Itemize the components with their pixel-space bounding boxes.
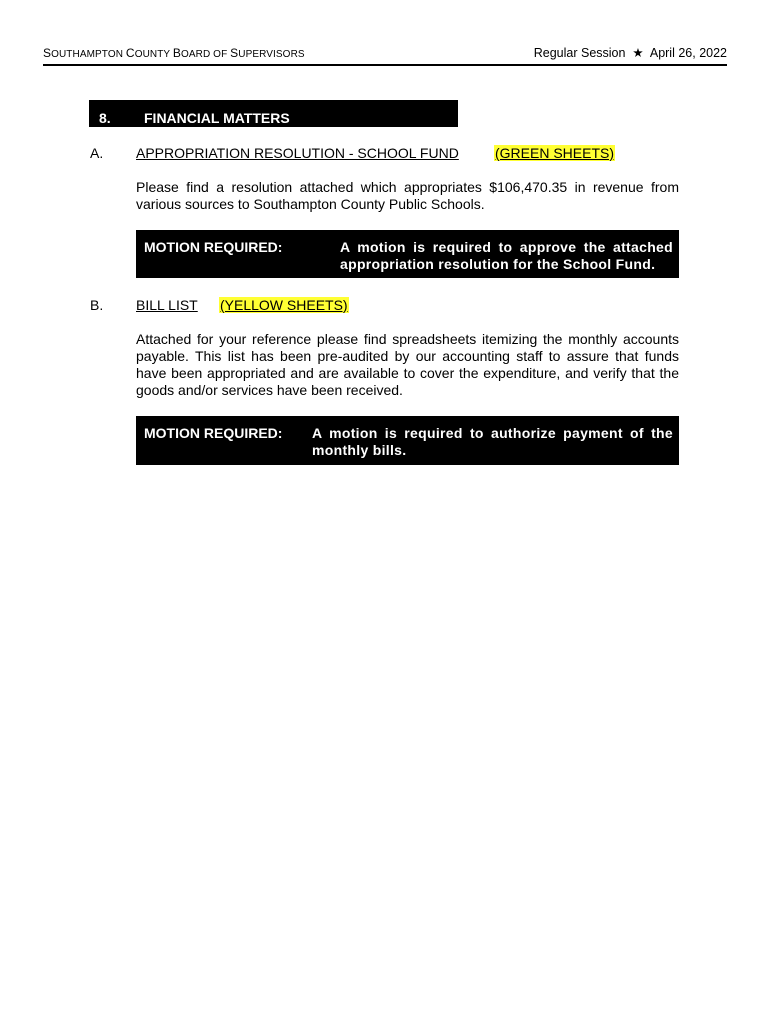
organization-name: SOUTHAMPTON COUNTY BOARD OF SUPERVISORS: [43, 46, 305, 60]
motion-label: MOTION REQUIRED:: [144, 239, 283, 255]
motion-label: MOTION REQUIRED:: [144, 425, 283, 441]
section-number: 8.: [99, 110, 111, 126]
item-b-letter: B.: [90, 297, 104, 313]
item-b-title: BILL LIST: [136, 297, 198, 313]
section-title: FINANCIAL MATTERS: [144, 110, 290, 126]
item-b-sheet-tag: (YELLOW SHEETS): [220, 297, 348, 313]
item-a-paragraph: Please find a resolution attached which appropriates $106,470.35 in revenue from various sources to Southampton County Public Schools.: [136, 179, 679, 212]
item-a-title: APPROPRIATION RESOLUTION - SCHOOL FUND: [136, 145, 459, 161]
item-a-motion-box: [136, 230, 679, 278]
motion-text: A motion is required to authorize payment of the monthly bills.: [312, 425, 673, 458]
item-a-sheet-tag: (GREEN SHEETS): [495, 145, 615, 161]
session-date: Regular Session ★ April 26, 2022: [533, 46, 727, 60]
item-a-letter: A.: [90, 145, 104, 161]
motion-text: A motion is required to approve the attached appropriation resolution for the School Fund.: [340, 239, 673, 272]
item-b-motion-box: [136, 416, 679, 465]
item-b-paragraph: Attached for your reference please find spreadsheets itemizing the monthly accounts payable. This list has been pre-audited by our accounting staff to assure that funds have been appropriated and are available to cover the expenditure, and verify that the goods and/or services have been received.: [136, 331, 679, 398]
page-header: [43, 44, 727, 66]
section-heading: [89, 100, 458, 127]
